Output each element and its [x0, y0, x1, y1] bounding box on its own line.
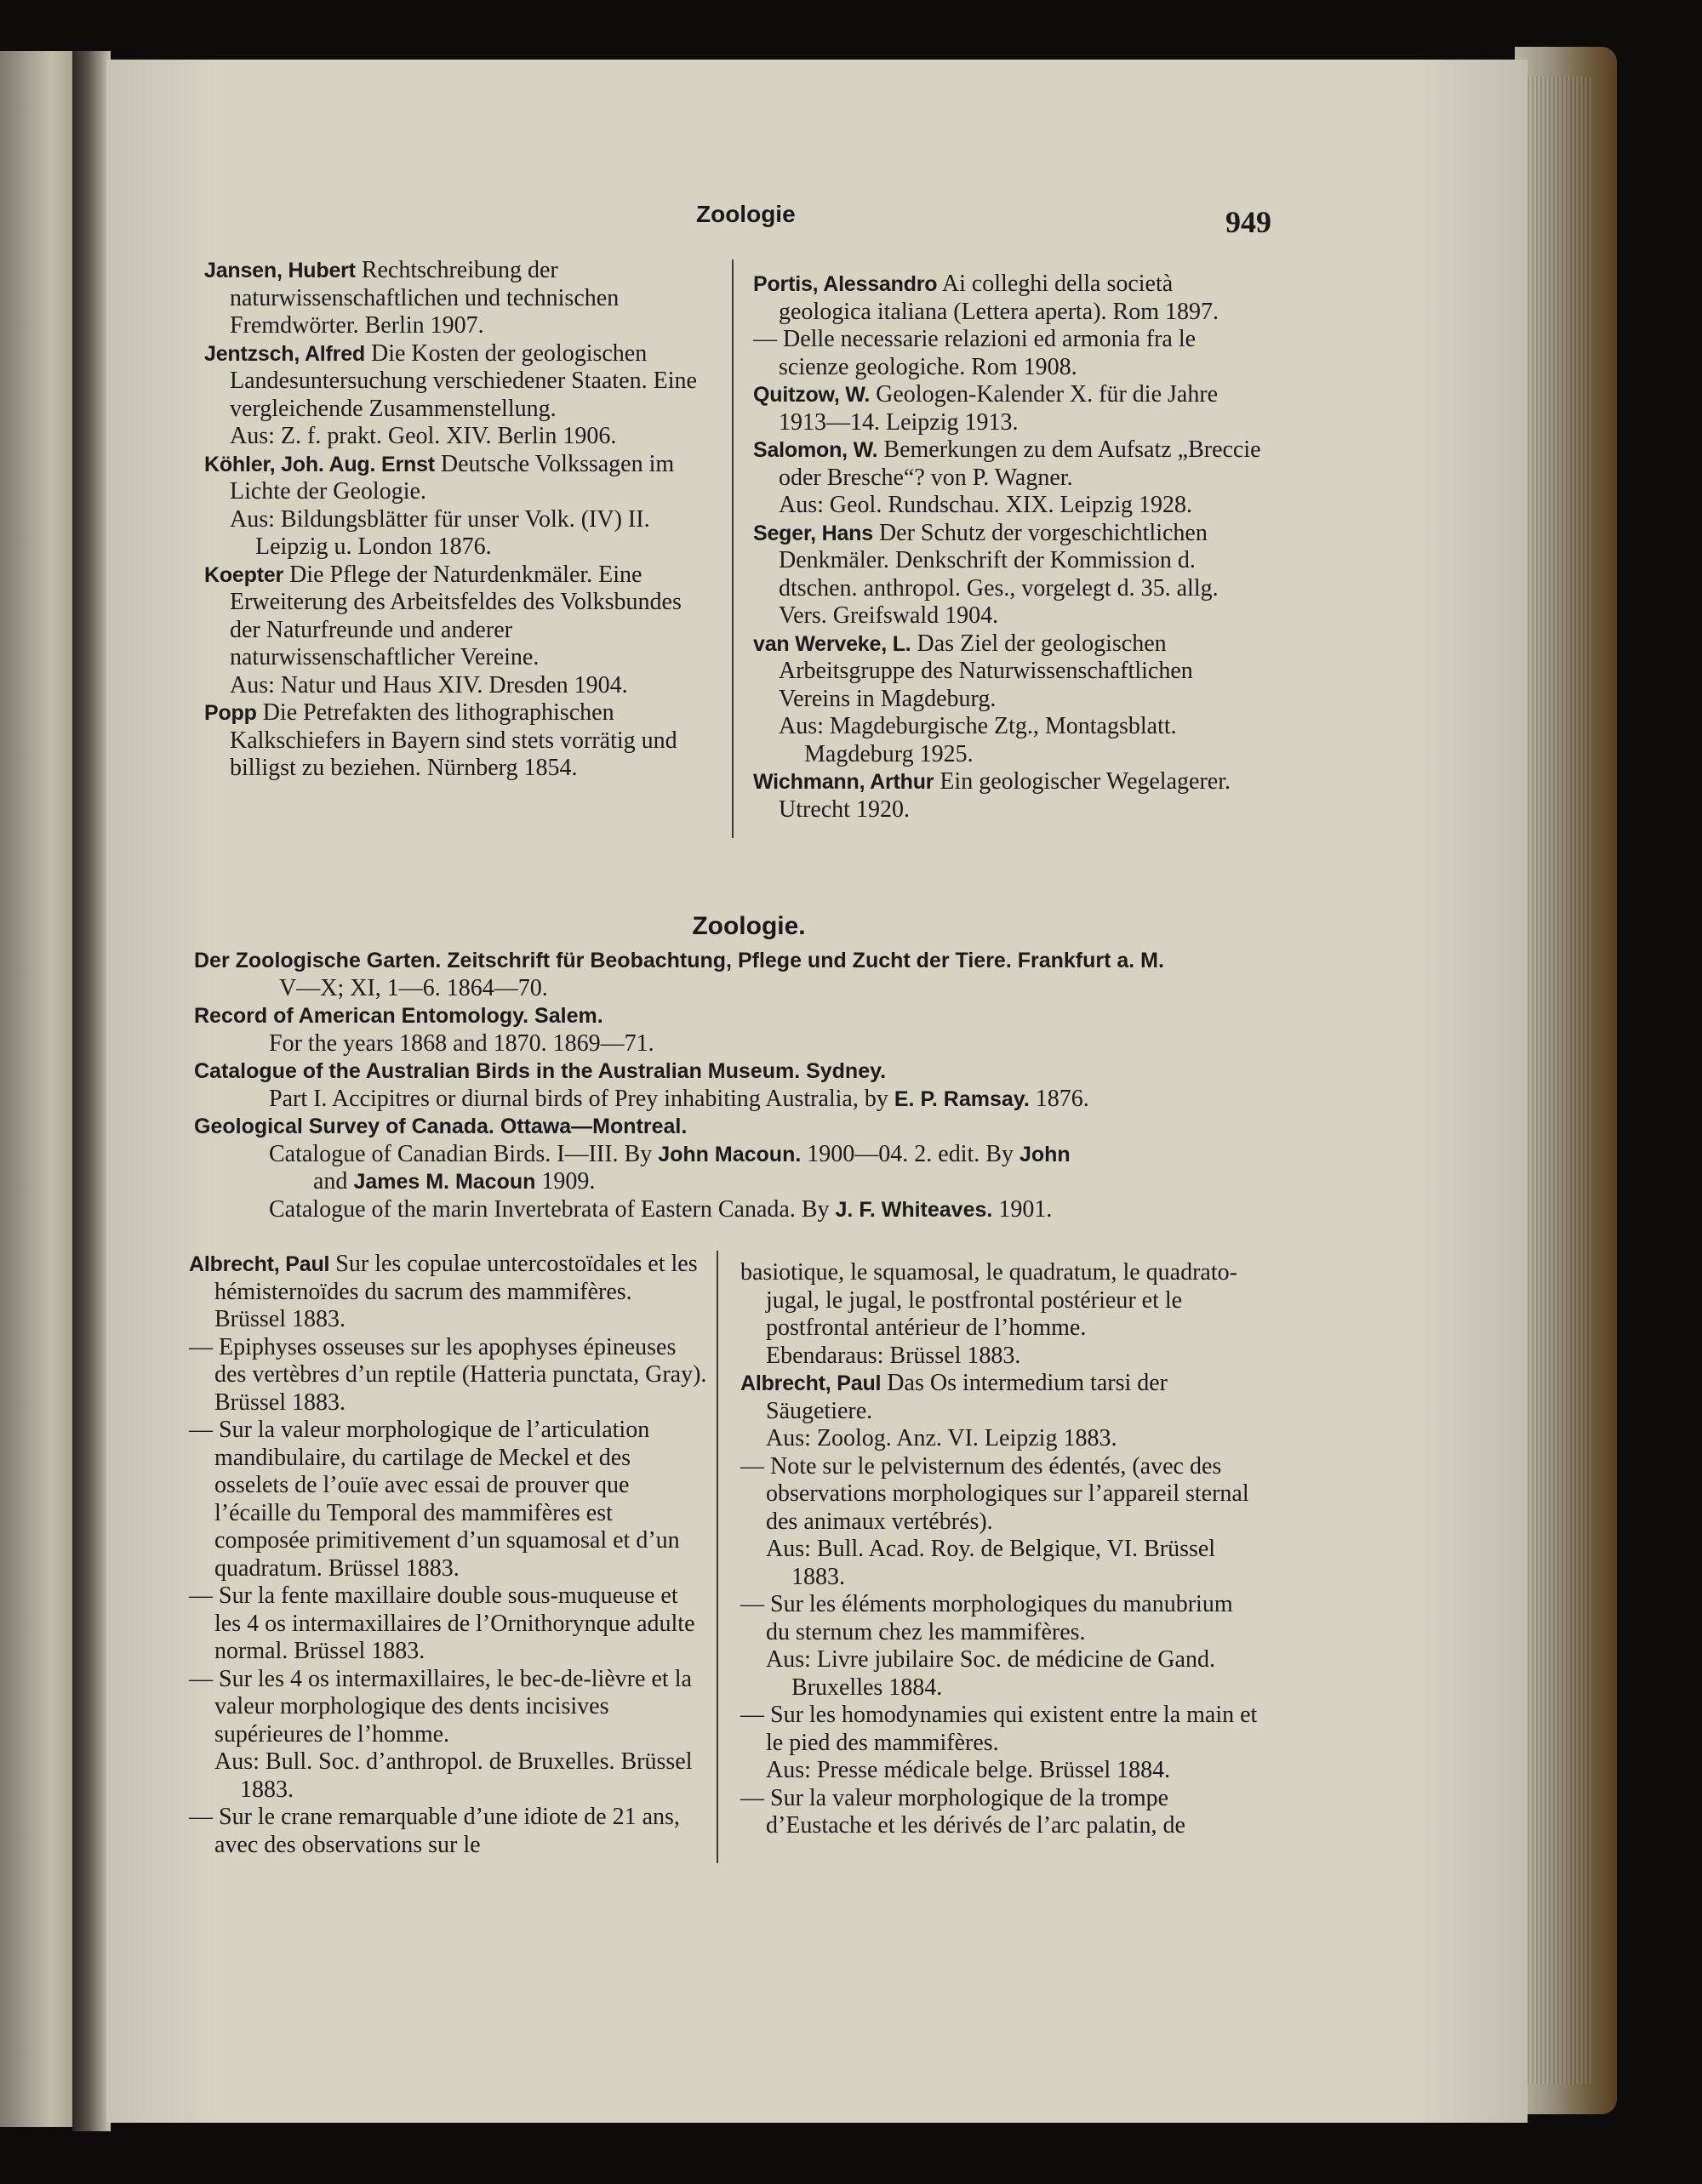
periodical-title: Record of American Entomology. Salem.: [194, 1004, 603, 1028]
bottom-left-column: [189, 1251, 708, 1859]
bibliography-entry: [753, 520, 1268, 630]
entry-continuation: — Epiphyses osseuses sur les apophyses épineuses des vertèbres d’un reptile (Hatteria punctata, Gray). Brüssel 1883.: [189, 1333, 707, 1416]
entry-author: Koepter: [204, 562, 284, 587]
periodical-title: Geological Survey of Canada. Ottawa—Montreal.: [194, 1115, 688, 1138]
entry-author: Köhler, Joh. Aug. Ernst: [204, 452, 435, 476]
periodical-volumes: and James M. Macoun 1909.: [313, 1168, 596, 1195]
entry-author: van Werveke, L.: [753, 631, 911, 656]
bottom-right-column: [740, 1259, 1259, 1840]
entry-continuation: — Sur la valeur morphologique de la trompe d’Eustache et les dérivés de l’arc palatin, de: [740, 1784, 1185, 1839]
periodical-volumes: Catalogue of the marin Invertebrata of Eastern Canada. By J. F. Whiteaves. 1901.: [269, 1195, 1053, 1223]
entry-title: Deutsche Volkssagen im Lichte der Geologie.: [230, 450, 675, 505]
bibliography-entry: [753, 271, 1268, 326]
entry-text: basiotique, le squamosal, le quadratum, le quadrato-jugal, le jugal, le postfrontal postérieur et le postfrontal antérieur de l’homme.: [740, 1259, 1237, 1341]
entry-continuation: — Sur les éléments morphologiques du manubrium du sternum chez les mammifères.: [740, 1591, 1233, 1645]
entry-source: Aus: Presse médicale belge. Brüssel 1884.: [766, 1757, 1171, 1783]
entry-title: Rechtschreibung der naturwissenschaftlichen und technischen Fremdwörter. Berlin 1907.: [230, 257, 620, 339]
bottom-column-rule: [717, 1251, 718, 1863]
periodical-title: Catalogue of the Australian Birds in the Australian Museum. Sydney.: [194, 1059, 887, 1083]
top-right-column: [753, 271, 1268, 824]
periodical-volumes: Catalogue of Canadian Birds. I—III. By John Macoun. 1900—04. 2. edit. By John: [269, 1140, 1071, 1167]
entry-author: Jentzsch, Alfred: [204, 341, 365, 366]
entry-author: Wichmann, Arthur: [753, 770, 934, 794]
bibliography-entry: [753, 436, 1268, 492]
section-title: Zoologie.: [692, 912, 806, 940]
entry-source: Aus: Z. f. prakt. Geol. XIV. Berlin 1906.: [230, 423, 617, 449]
entry-author: Seger, Hans: [753, 521, 873, 545]
entry-author: Portis, Alessandro: [753, 272, 938, 296]
book-gutter: [72, 51, 111, 2131]
entry-continuation: — Note sur le pelvisternum des édentés, (avec des observations morphologiques sur l’appareil sternal des animaux vertébrés).: [740, 1452, 1249, 1535]
entry-continuation: — Sur la fente maxillaire double sous-muqueuse et les 4 os intermaxillaires de l’Ornithorynque adulte normal. Brüssel 1883.: [189, 1582, 695, 1664]
entry-continuation: — Sur les homodynamies qui existent entre la main et le pied des mammifères.: [740, 1702, 1258, 1756]
bibliography-entry: [753, 768, 1268, 824]
entry-continuation: — Sur la valeur morphologique de l’articulation mandibulaire, du cartilage de Meckel et des osselets de l’ouïe avec essai de prouver que l’écaille du Temporal des mammifères est composée primitivement d’un squamosal et d’un quadratum. Brüssel 1883.: [189, 1417, 680, 1582]
bibliography-entry: [204, 257, 715, 340]
entry-author: Salomon, W.: [753, 438, 878, 462]
entry-source: Aus: Bull. Soc. d’anthropol. de Bruxelles. Brüssel 1883.: [214, 1748, 693, 1803]
bibliography-entry: [204, 451, 715, 506]
entry-author: Albrecht, Paul: [740, 1371, 882, 1395]
page-number: 949: [1225, 205, 1271, 239]
page-stack-edge: [1523, 77, 1591, 2084]
entry-continuation: — Delle necessarie relazioni ed armonia fra le scienze geologiche. Rom 1908.: [753, 326, 1197, 380]
running-head: Zoologie: [696, 201, 796, 227]
periodicals-list: [194, 947, 1262, 1223]
entry-source: Aus: Natur und Haus XIV. Dresden 1904.: [230, 671, 628, 699]
top-left-column: [204, 257, 715, 783]
entry-title: Die Petrefakten des lithographischen Kalkschiefers in Bayern sind stets vorrätig und billigst zu beziehen. Nürnberg 1854.: [230, 699, 677, 781]
top-column-rule: [732, 259, 734, 838]
entry-title: Ai colleghi della società geologica italiana (Lettera aperta). Rom 1897.: [779, 271, 1219, 325]
periodical-volumes: Part I. Accipitres or diurnal birds of Prey inhabiting Australia, by E. P. Ramsay. 1876.: [269, 1085, 1089, 1112]
entry-title: Die Pflege der Naturdenkmäler. Eine Erweiterung des Arbeitsfeldes des Volksbundes der Naturfreunde und anderer naturwissenschaftlicher Vereine.: [230, 561, 682, 670]
entry-continuation: — Sur les 4 os intermaxillaires, le bec-de-lièvre et la valeur morphologique des dents incisives supérieures de l’homme.: [189, 1665, 692, 1748]
entry-title: Sur les copulae untercostoïdales et les hémisternoïdes du sacrum des mammifères. Brüssel 1883.: [214, 1251, 698, 1332]
entry-title: Der Schutz der vorgeschichtlichen Denkmäler. Denkschrift der Kommission d. dtschen. anthropol. Ges., vorgelegt d. 35. allg. Vers. Greifswald 1904.: [779, 519, 1219, 629]
entry-author: Quitzow, W.: [753, 383, 871, 407]
entry-source: Ebendaraus: Brüssel 1883.: [766, 1342, 1021, 1369]
entry-source: Aus: Zoolog. Anz. VI. Leipzig 1883.: [766, 1425, 1117, 1451]
bibliography-entry: [204, 340, 715, 424]
entry-author: Albrecht, Paul: [189, 1252, 330, 1276]
entry-title: Das Os intermedium tarsi der Säugetiere.: [766, 1370, 1168, 1424]
entry-title: Bemerkungen zu dem Aufsatz „Breccie oder Bresche“? von P. Wagner.: [779, 436, 1261, 491]
entry-source: Aus: Bildungsblätter für unser Volk. (IV) II. Leipzig u. London 1876.: [230, 505, 650, 560]
entry-title: Das Ziel der geologischen Arbeitsgruppe des Naturwissenschaftlichen Vereins in Magdeburg.: [779, 630, 1193, 712]
entry-source: Aus: Livre jubilaire Soc. de médicine de Gand. Bruxelles 1884.: [766, 1646, 1215, 1701]
periodical-volumes: For the years 1868 and 1870. 1869—71.: [269, 1029, 654, 1057]
entry-title: Geologen-Kalender X. für die Jahre 1913—14. Leipzig 1913.: [779, 381, 1219, 436]
entry-continuation: — Sur le crane remarquable d’une idiote de 21 ans, avec des observations sur le: [189, 1804, 680, 1858]
bibliography-entry: [753, 381, 1268, 436]
entry-title: Die Kosten der geologischen Landesuntersuchung verschiedener Staaten. Eine vergleichende Zusammenstellung.: [230, 339, 697, 422]
left-page-edge: [0, 51, 72, 2127]
bibliography-entry: [204, 562, 715, 672]
periodical-title: Der Zoologische Garten. Zeitschrift für Beobachtung, Pflege und Zucht der Tiere. Frankfurt a. M.: [194, 949, 1164, 972]
bibliography-entry: [189, 1251, 708, 1334]
entry-author: Popp: [204, 701, 257, 725]
entry-source: Aus: Bull. Acad. Roy. de Belgique, VI. Brüssel 1883.: [766, 1536, 1216, 1590]
periodical-volumes: V—X; XI, 1—6. 1864—70.: [279, 974, 548, 1001]
bibliography-entry: [204, 699, 715, 783]
entry-source: Aus: Geol. Rundschau. XIX. Leipzig 1928.: [779, 492, 1193, 518]
entry-title: Ein geologischer Wegelagerer. Utrecht 1920.: [779, 768, 1231, 823]
bibliography-entry: [740, 1370, 1259, 1425]
entry-source: Aus: Magdeburgische Ztg., Montagsblatt. Magdeburg 1925.: [779, 713, 1177, 767]
entry-author: Jansen, Hubert: [204, 259, 356, 282]
bibliography-entry: [753, 630, 1268, 714]
